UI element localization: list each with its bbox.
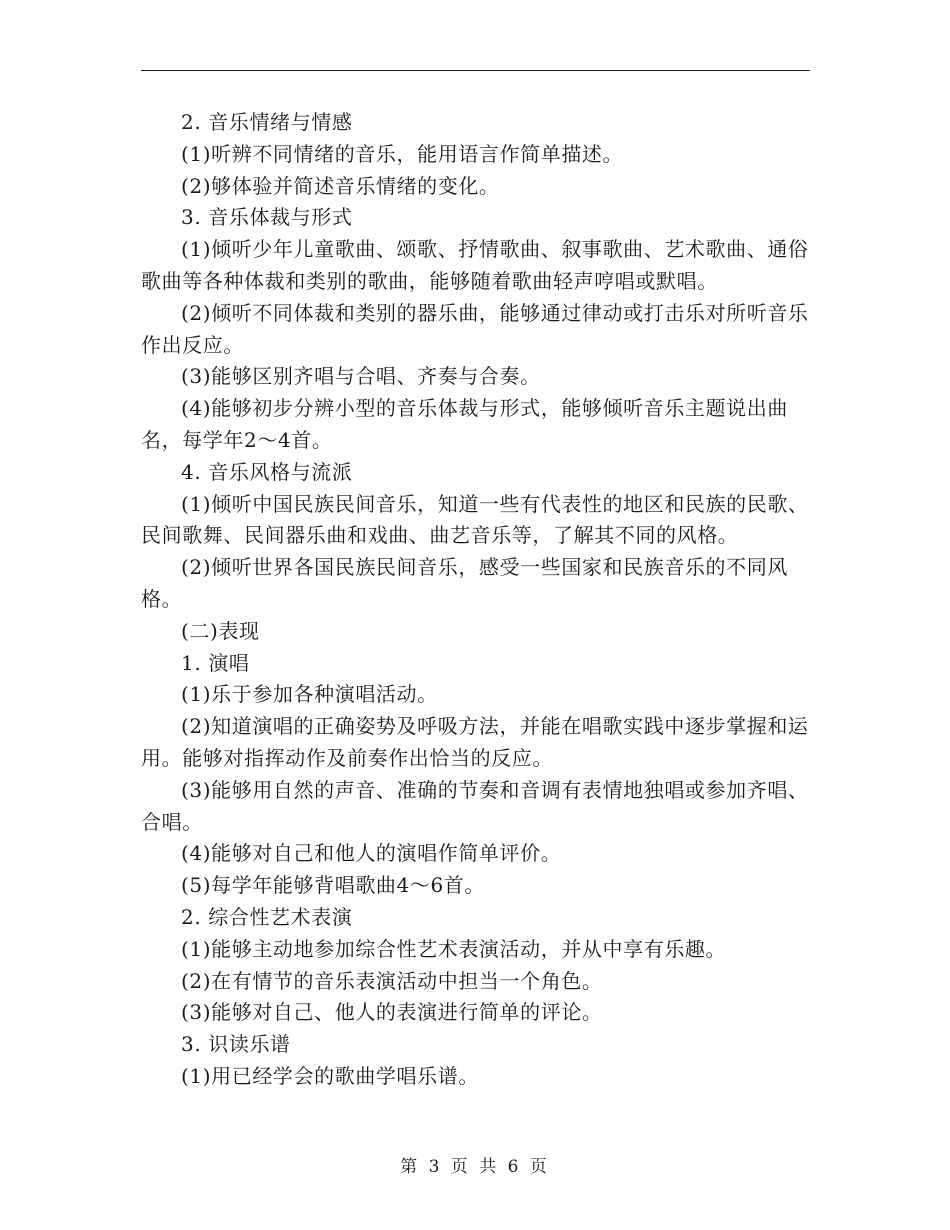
paragraph: (1)倾听少年儿童歌曲、颂歌、抒情歌曲、叙事歌曲、艺术歌曲、通俗歌曲等各种体裁和类别的歌曲，能够随着歌曲轻声哼唱或默唱。	[141, 237, 809, 293]
paragraph: (2)倾听不同体裁和类别的器乐曲，能够通过律动或打击乐对所听音乐作出反应。	[141, 300, 809, 357]
paragraph: (1)用已经学会的歌曲学唱乐谱。	[181, 1063, 479, 1088]
paragraph: (3)能够用自然的声音、准确的节奏和音调有表情地独唱或参加齐唱、合唱。	[141, 777, 809, 834]
paragraph: (1)听辨不同情绪的音乐，能用语言作简单描述。	[181, 141, 624, 166]
paragraph: (2)倾听世界各国民族民间音乐，感受一些国家和民族音乐的不同风格。	[141, 555, 788, 611]
section-heading: 3. 识读乐谱	[181, 1032, 291, 1057]
paragraph: (1)倾听中国民族民间音乐，知道一些有代表性的地区和民族的民歌、民间歌舞、民间器乐曲和戏曲、曲艺音乐等，了解其不同的风格。	[141, 491, 809, 548]
paragraph: (2)在有情节的音乐表演活动中担当一个角色。	[181, 968, 603, 993]
paragraph: (1)乐于参加各种演唱活动。	[181, 682, 438, 707]
section-heading: (二)表现	[181, 618, 260, 643]
paragraph: (5)每学年能够背唱歌曲4～6首。	[181, 873, 485, 898]
paragraph: (3)能够对自己、他人的表演进行简单的评论。	[181, 1000, 603, 1025]
paragraph: (1)能够主动地参加综合性艺术表演活动，并从中享有乐趣。	[181, 936, 727, 961]
section-heading: 1. 演唱	[181, 650, 250, 675]
section-heading: 4. 音乐风格与流派	[181, 459, 353, 484]
paragraph: (4)能够初步分辨小型的音乐体裁与形式，能够倾听音乐主题说出曲名，每学年2～4首。	[141, 396, 788, 452]
paragraph: (3)能够区别齐唱与合唱、齐奏与合奏。	[181, 364, 541, 389]
paragraph: (2)够体验并简述音乐情绪的变化。	[181, 173, 500, 198]
header-rule	[141, 70, 810, 71]
document-body	[141, 107, 810, 1093]
section-heading: 2. 综合性艺术表演	[181, 904, 353, 929]
page-footer: 第 3 页 共 6 页	[400, 1157, 550, 1177]
paragraph: (4)能够对自己和他人的演唱作简单评价。	[181, 841, 562, 866]
section-heading: 2. 音乐情绪与情感	[181, 110, 353, 134]
paragraph: (2)知道演唱的正确姿势及呼吸方法，并能在唱歌实践中逐步掌握和运用。能够对指挥动作及前奏作出恰当的反应。	[141, 714, 809, 770]
section-heading: 3. 音乐体裁与形式	[181, 205, 353, 230]
